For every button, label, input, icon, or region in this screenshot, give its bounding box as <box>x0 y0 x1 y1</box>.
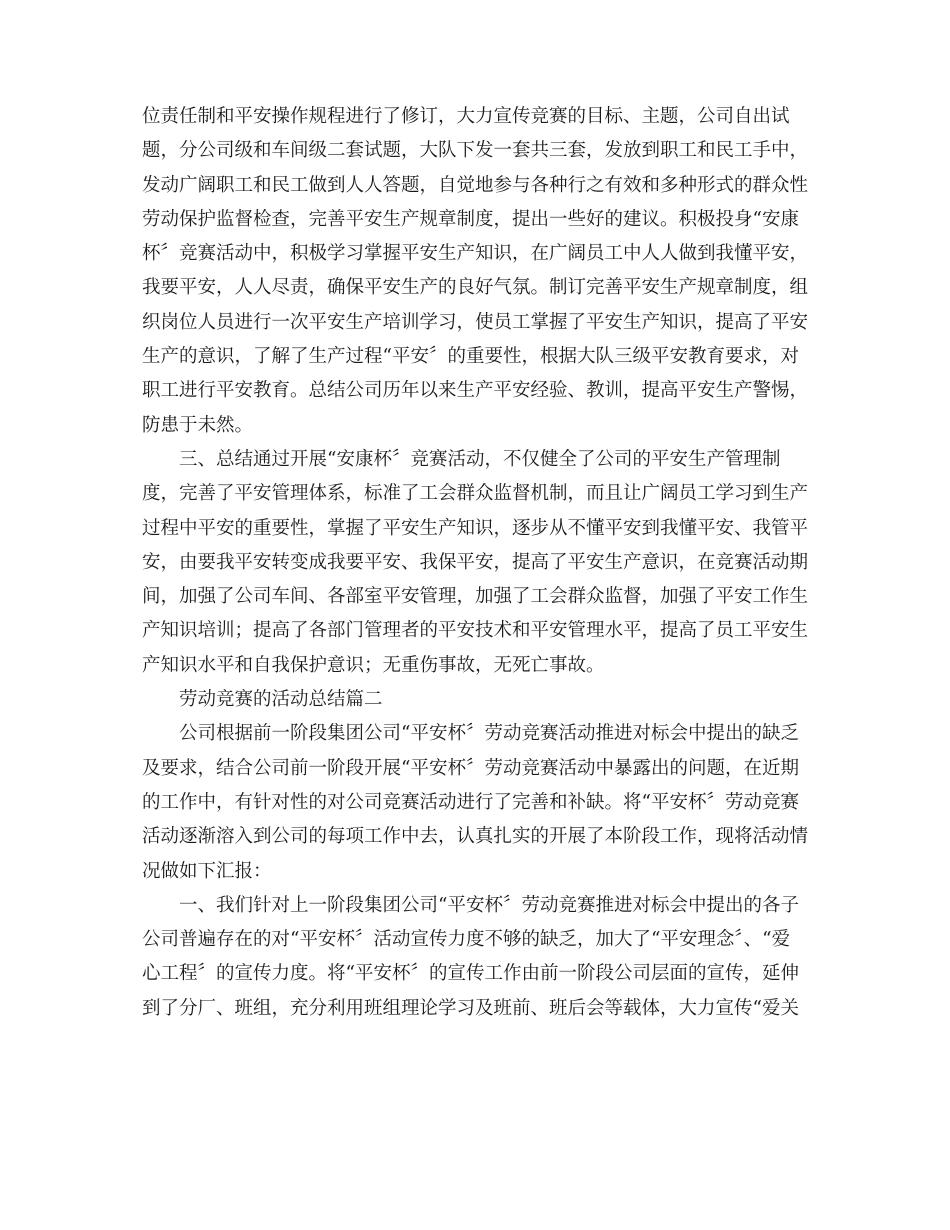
text-line: 位责任制和平安操作规程进行了修订，大力宣传竞赛的目标、主题，公司自出试 <box>142 106 790 127</box>
text-line: 织岗位人员进行一次平安生产培训学习，使员工掌握了平安生产知识，提高了平安 <box>142 311 809 333</box>
text-line: 我要平安，人人尽责，确保平安生产的良好气氛。制订完善平安生产规章制度，组 <box>142 277 809 299</box>
text-line: 过程中平安的重要性，掌握了平安生产知识，逐步从不懂平安到我懂平安、我管平 <box>142 517 809 539</box>
text-line: 公司普遍存在的对“平安杯〞活动宣传力度不够的缺乏，加大了“平安理念〞、“爱 <box>142 929 791 951</box>
text-line: 一、我们针对上一阶段集团公司“平安杯〞劳动竞赛推进对标会中提出的各子 <box>179 894 799 916</box>
paragraph-4 <box>142 889 812 1026</box>
paragraph-1 <box>142 100 812 443</box>
text-line: 题，分公司级和车间级二套试题，大队下发一套共三套，发放到职工和民工手中， <box>142 140 809 162</box>
document-page <box>142 100 812 1026</box>
paragraph-3 <box>142 717 812 888</box>
text-line: 发动广阔职工和民工做到人人答题，自觉地参与各种行之有效和多种形式的群众性 <box>142 174 809 196</box>
text-line: 职工进行平安教育。总结公司历年以来生产平安经验、教训，提高平安生产警惕， <box>142 380 809 402</box>
text-line: 到了分厂、班组，充分利用班组理论学习及班前、班后会等载体，大力宣传“爱关 <box>142 997 799 1019</box>
text-line: 产知识水平和自我保护意识；无重伤事故，无死亡事故。 <box>142 654 605 676</box>
paragraph-2 <box>142 443 812 683</box>
heading-text: 劳动竞赛的活动总结篇二 <box>179 689 383 711</box>
text-line: 产知识培训；提高了各部门管理者的平安技术和平安管理水平，提高了员工平安生 <box>142 620 809 642</box>
text-line: 公司根据前一阶段集团公司“平安杯〞劳动竞赛活动推进对标会中提出的缺乏 <box>179 723 799 745</box>
text-line: 安，由要我平安转变成我要平安、我保平安，提高了平安生产意识，在竞赛活动期 <box>142 551 809 573</box>
text-line: 心工程〞的宣传力度。将“平安杯〞的宣传工作由前一阶段公司层面的宣传，延伸 <box>142 963 799 985</box>
text-line: 生产的意识，了解了生产过程“平安〞的重要性，根据大队三级平安教育要求，对 <box>142 346 799 368</box>
text-line: 间，加强了公司车间、各部室平安管理，加强了工会群众监督，加强了平安工作生 <box>142 586 809 608</box>
text-line: 的工作中，有针对性的对公司竞赛活动进行了完善和补缺。将“平安杯〞劳动竞赛 <box>142 791 799 813</box>
text-line: 度，完善了平安管理体系，标准了工会群众监督机制，而且让广阔员工学习到生产 <box>142 483 809 505</box>
text-line: 及要求，结合公司前一阶段开展“平安杯〞劳动竞赛活动中暴露出的问题，在近期 <box>142 757 799 779</box>
text-line: 况做如下汇报： <box>142 860 272 882</box>
text-line: 劳动保护监督检查，完善平安生产规章制度，提出一些好的建议。积极投身“安康 <box>142 208 799 230</box>
text-line: 防患于未然。 <box>142 414 254 436</box>
text-line: 三、总结通过开展“安康杯〞竞赛活动，不仅健全了公司的平安生产管理制 <box>179 448 781 470</box>
text-line: 杯〞竞赛活动中，积极学习掌握平安生产知识，在广阔员工中人人做到我懂平安， <box>142 243 809 265</box>
text-line: 活动逐渐溶入到公司的每项工作中去，认真扎实的开展了本阶段工作，现将活动情 <box>142 826 809 848</box>
section-heading <box>142 683 812 717</box>
